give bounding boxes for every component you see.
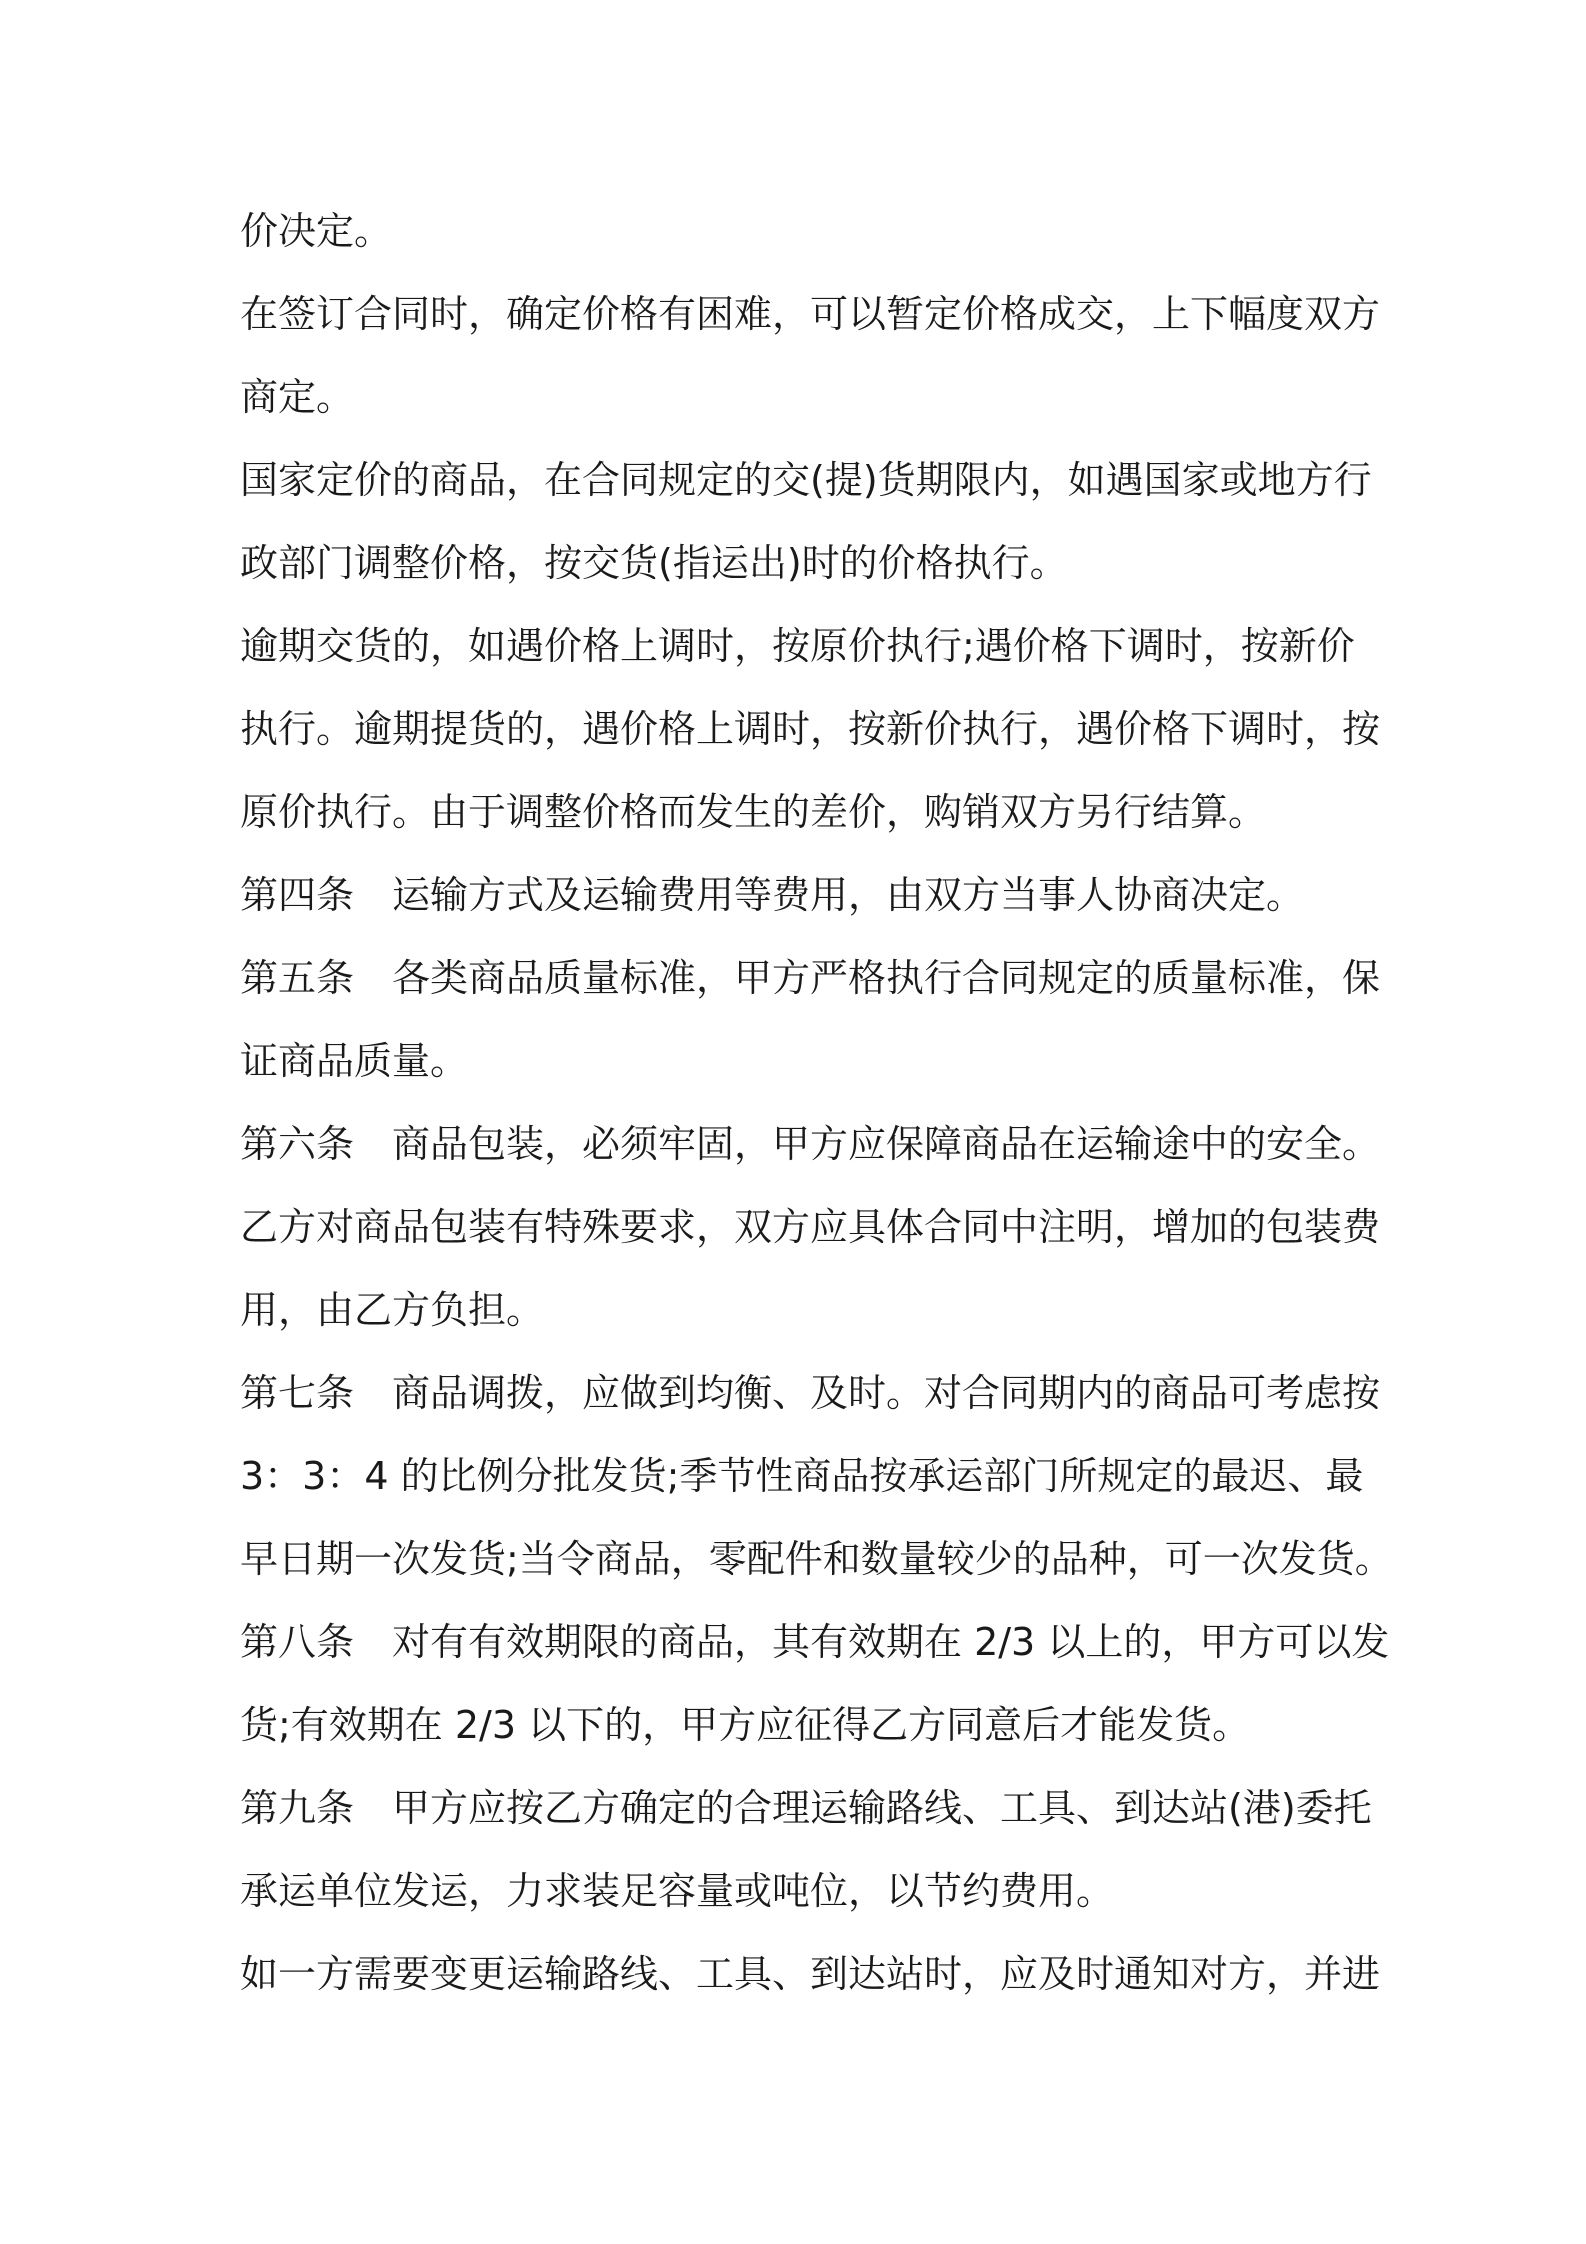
text-line-15: 第七条 商品调拨，应做到均衡、及时。对合同期内的商品可考虑按 xyxy=(240,1371,1381,1415)
text-line-20: 第九条 甲方应按乙方确定的合理运输路线、工具、到达站(港)委托 xyxy=(240,1786,1372,1830)
text-line-9: 第四条 运输方式及运输费用等费用，由双方当事人协商决定。 xyxy=(240,873,1305,917)
text-line-13: 乙方对商品包装有特殊要求，双方应具体合同中注明，增加的包装费 xyxy=(240,1205,1381,1249)
text-line-21: 承运单位发运，力求装足容量或吨位，以节约费用。 xyxy=(240,1869,1115,1913)
text-line-5: 政部门调整价格，按交货(指运出)时的价格执行。 xyxy=(240,541,1068,585)
document-body xyxy=(240,190,1393,2016)
text-line-1: 价决定。 xyxy=(240,209,393,253)
text-line-12: 第六条 商品包装，必须牢固，甲方应保障商品在运输途中的安全。 xyxy=(240,1122,1381,1166)
text-line-10: 第五条 各类商品质量标准，甲方严格执行合同规定的质量标准，保 xyxy=(240,956,1381,1000)
text-line-14: 用，由乙方负担。 xyxy=(240,1288,545,1332)
text-line-6: 逾期交货的，如遇价格上调时，按原价执行;遇价格下调时，按新价 xyxy=(240,624,1355,668)
text-line-8: 原价执行。由于调整价格而发生的差价，购销双方另行结算。 xyxy=(240,790,1267,834)
text-line-11: 证商品质量。 xyxy=(240,1039,469,1083)
text-line-16: 3：3：4 的比例分批发货;季节性商品按承运部门所规定的最迟、最 xyxy=(240,1454,1364,1498)
text-line-22: 如一方需要变更运输路线、工具、到达站时，应及时通知对方，并进 xyxy=(240,1952,1381,1996)
text-line-18: 第八条 对有有效期限的商品，其有效期在 2/3 以上的，甲方可以发 xyxy=(240,1620,1390,1664)
text-line-4: 国家定价的商品，在合同规定的交(提)货期限内，如遇国家或地方行 xyxy=(240,458,1372,502)
text-line-19: 货;有效期在 2/3 以下的，甲方应征得乙方同意后才能发货。 xyxy=(240,1703,1251,1747)
text-line-7: 执行。逾期提货的，遇价格上调时，按新价执行，遇价格下调时，按 xyxy=(240,707,1381,751)
text-line-3: 商定。 xyxy=(240,375,355,419)
text-line-2: 在签订合同时，确定价格有困难，可以暂定价格成交，上下幅度双方 xyxy=(240,292,1381,336)
text-line-17: 早日期一次发货;当令商品，零配件和数量较少的品种，可一次发货。 xyxy=(240,1537,1393,1581)
